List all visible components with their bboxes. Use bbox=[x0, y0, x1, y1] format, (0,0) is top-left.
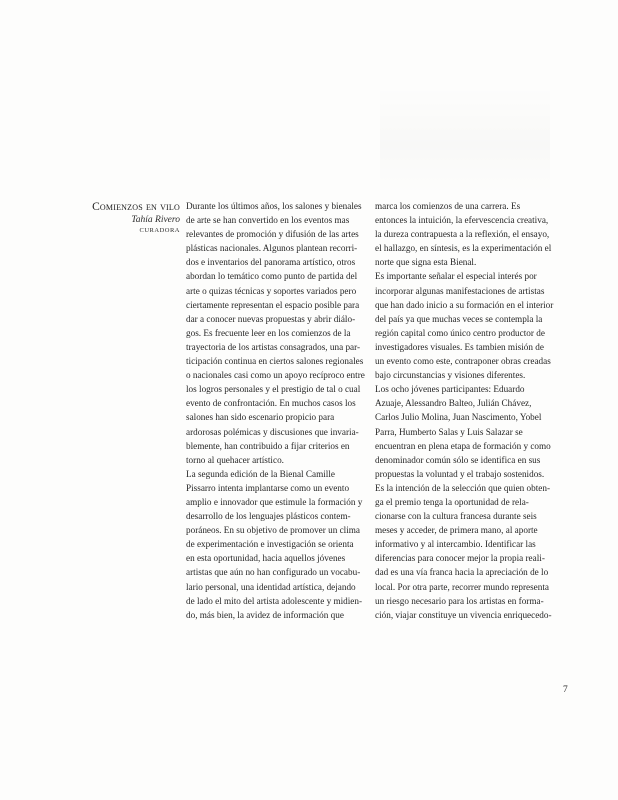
text-line: abordan lo temático como punto de partida del bbox=[186, 271, 358, 282]
text-line: Los ocho jóvenes participantes: Eduardo bbox=[375, 384, 525, 395]
text-line: diferencias para conocer mejor la propia reali- bbox=[375, 553, 545, 564]
text-line: torno al quehacer artístico. bbox=[186, 454, 284, 465]
text-line: evento de confrontación. En muchos casos los bbox=[186, 398, 356, 409]
text-line: arte o quizas técnicas y soportes variados pero bbox=[186, 285, 357, 296]
text-line: desarrollo de los lenguajes plásticos contem- bbox=[186, 511, 351, 522]
text-line: ga el premio tenga la oportunidad de rela- bbox=[375, 496, 529, 507]
text-line: trayectoria de los artistas consagrados, una par- bbox=[186, 341, 361, 352]
text-line: de experimentación e investigación se orienta bbox=[186, 539, 354, 550]
faded-background-image bbox=[380, 85, 550, 195]
text-line: do, más bien, la avidez de información que bbox=[186, 609, 344, 620]
text-line: la dureza contrapuesta a la reflexión, el ensayo, bbox=[375, 229, 550, 240]
text-line: Parra, Humberto Salas y Luis Salazar se bbox=[375, 426, 523, 437]
article-title: Comienzos en vilo bbox=[92, 201, 180, 213]
text-line: bajo circunstancias y visiones diferentes. bbox=[375, 370, 526, 381]
text-line: gos. Es frecuente leer en los comienzos de la bbox=[186, 327, 351, 338]
text-line: ciertamente representan el espacio posible para bbox=[186, 299, 360, 310]
text-line: Es importante señalar el especial interés por bbox=[375, 271, 537, 282]
text-line: artistas que aún no han configurado un vocabu- bbox=[186, 567, 361, 578]
text-line: Azuaje, Alessandro Balteo, Julián Chávez, bbox=[375, 398, 532, 409]
text-line: del país ya que muchas veces se contempla la bbox=[375, 313, 543, 324]
text-line: marca los comienzos de una carrera. Es bbox=[375, 201, 521, 211]
text-line: ticipación continua en ciertos salones regionales bbox=[186, 356, 364, 367]
text-line: cionarse con la cultura francesa durante seis bbox=[375, 511, 537, 522]
text-line: en esta oportunidad, hacia aquellos jóvenes bbox=[186, 553, 346, 564]
text-line: que han dado inicio a su formación en el interior bbox=[375, 299, 554, 310]
author-role: CURADORA bbox=[139, 227, 180, 234]
text-line: poráneos. En su objetivo de promover un clima bbox=[186, 525, 361, 536]
text-line: lario personal, una identidad artística, dejando bbox=[186, 581, 356, 592]
text-line: informativo y al intercambio. Identificar las bbox=[375, 539, 536, 550]
text-line: investigadores visuales. Es tambien misión de bbox=[375, 341, 544, 352]
text-line: de arte se han convertido en los eventos mas bbox=[186, 215, 350, 226]
text-line: Durante los últimos años, los salones y bienales bbox=[186, 201, 362, 211]
text-line: local. Por otra parte, recorrer mundo representa bbox=[375, 581, 549, 592]
text-line: un evento como este, contraponer obras creadas bbox=[375, 356, 551, 367]
text-line: de lado el mito del artista adolescente y midien- bbox=[186, 595, 363, 606]
text-line: región capital como único centro productor de bbox=[375, 327, 545, 338]
text-line: Carlos Julio Molina, Juan Nascimento, Yobel bbox=[375, 412, 542, 423]
text-line: encuentran en plena etapa de formación y como bbox=[375, 440, 551, 451]
text-line: propuestas la voluntad y el trabajo sostenidos. bbox=[375, 468, 545, 479]
text-line: Pissarro intenta implantarse como un evento bbox=[186, 482, 350, 493]
text-line: Es la intención de la selección que quien obten- bbox=[375, 482, 551, 493]
text-line: plásticas nacionales. Algunos plantean recorri- bbox=[186, 243, 358, 254]
text-line: o nacionales casi como un apoyo recíproco entre bbox=[186, 370, 365, 381]
page-number: 7 bbox=[563, 685, 568, 695]
text-line: salones han sido escenario propicio para bbox=[186, 412, 335, 423]
text-line: La segunda edición de la Bienal Camille bbox=[186, 468, 335, 479]
text-column-2 bbox=[375, 199, 557, 622]
text-line: denominador común sólo se identifica en sus bbox=[375, 454, 541, 465]
text-line: entonces la intuición, la efervescencia creativa, bbox=[375, 215, 549, 226]
text-line: los logros personales y el prestigio de tal o cual bbox=[186, 384, 361, 395]
text-line: dar a conocer nuevas propuestas y abrir diálo- bbox=[186, 313, 356, 324]
text-line: dos e inventarios del panorama artístico, otros bbox=[186, 257, 356, 268]
text-column-1 bbox=[186, 199, 366, 622]
text-line: ción, viajar constituye un vivencia enriquecedo- bbox=[375, 609, 552, 620]
author-name: Tahía Rivero bbox=[131, 215, 180, 225]
text-line: dad es una vía franca hacia la apreciación de lo bbox=[375, 567, 549, 578]
text-line: incorporar algunas manifestaciones de artistas bbox=[375, 285, 545, 296]
text-line: un riesgo necesario para los artistas en forma- bbox=[375, 595, 544, 606]
article-heading bbox=[62, 200, 180, 236]
text-line: amplio e innovador que estimule la formación y bbox=[186, 496, 363, 507]
text-line: ardorosas polémicas y discusiones que invaria- bbox=[186, 426, 359, 437]
text-line: el hallazgo, en síntesis, es la experimentación el bbox=[375, 243, 552, 254]
text-line: meses y acceder, de primera mano, al aporte bbox=[375, 525, 538, 536]
text-line: norte que signa esta Bienal. bbox=[375, 257, 477, 268]
text-line: relevantes de promoción y difusión de las artes bbox=[186, 229, 359, 240]
text-line: blemente, han contribuido a fijar criterios en bbox=[186, 440, 350, 451]
